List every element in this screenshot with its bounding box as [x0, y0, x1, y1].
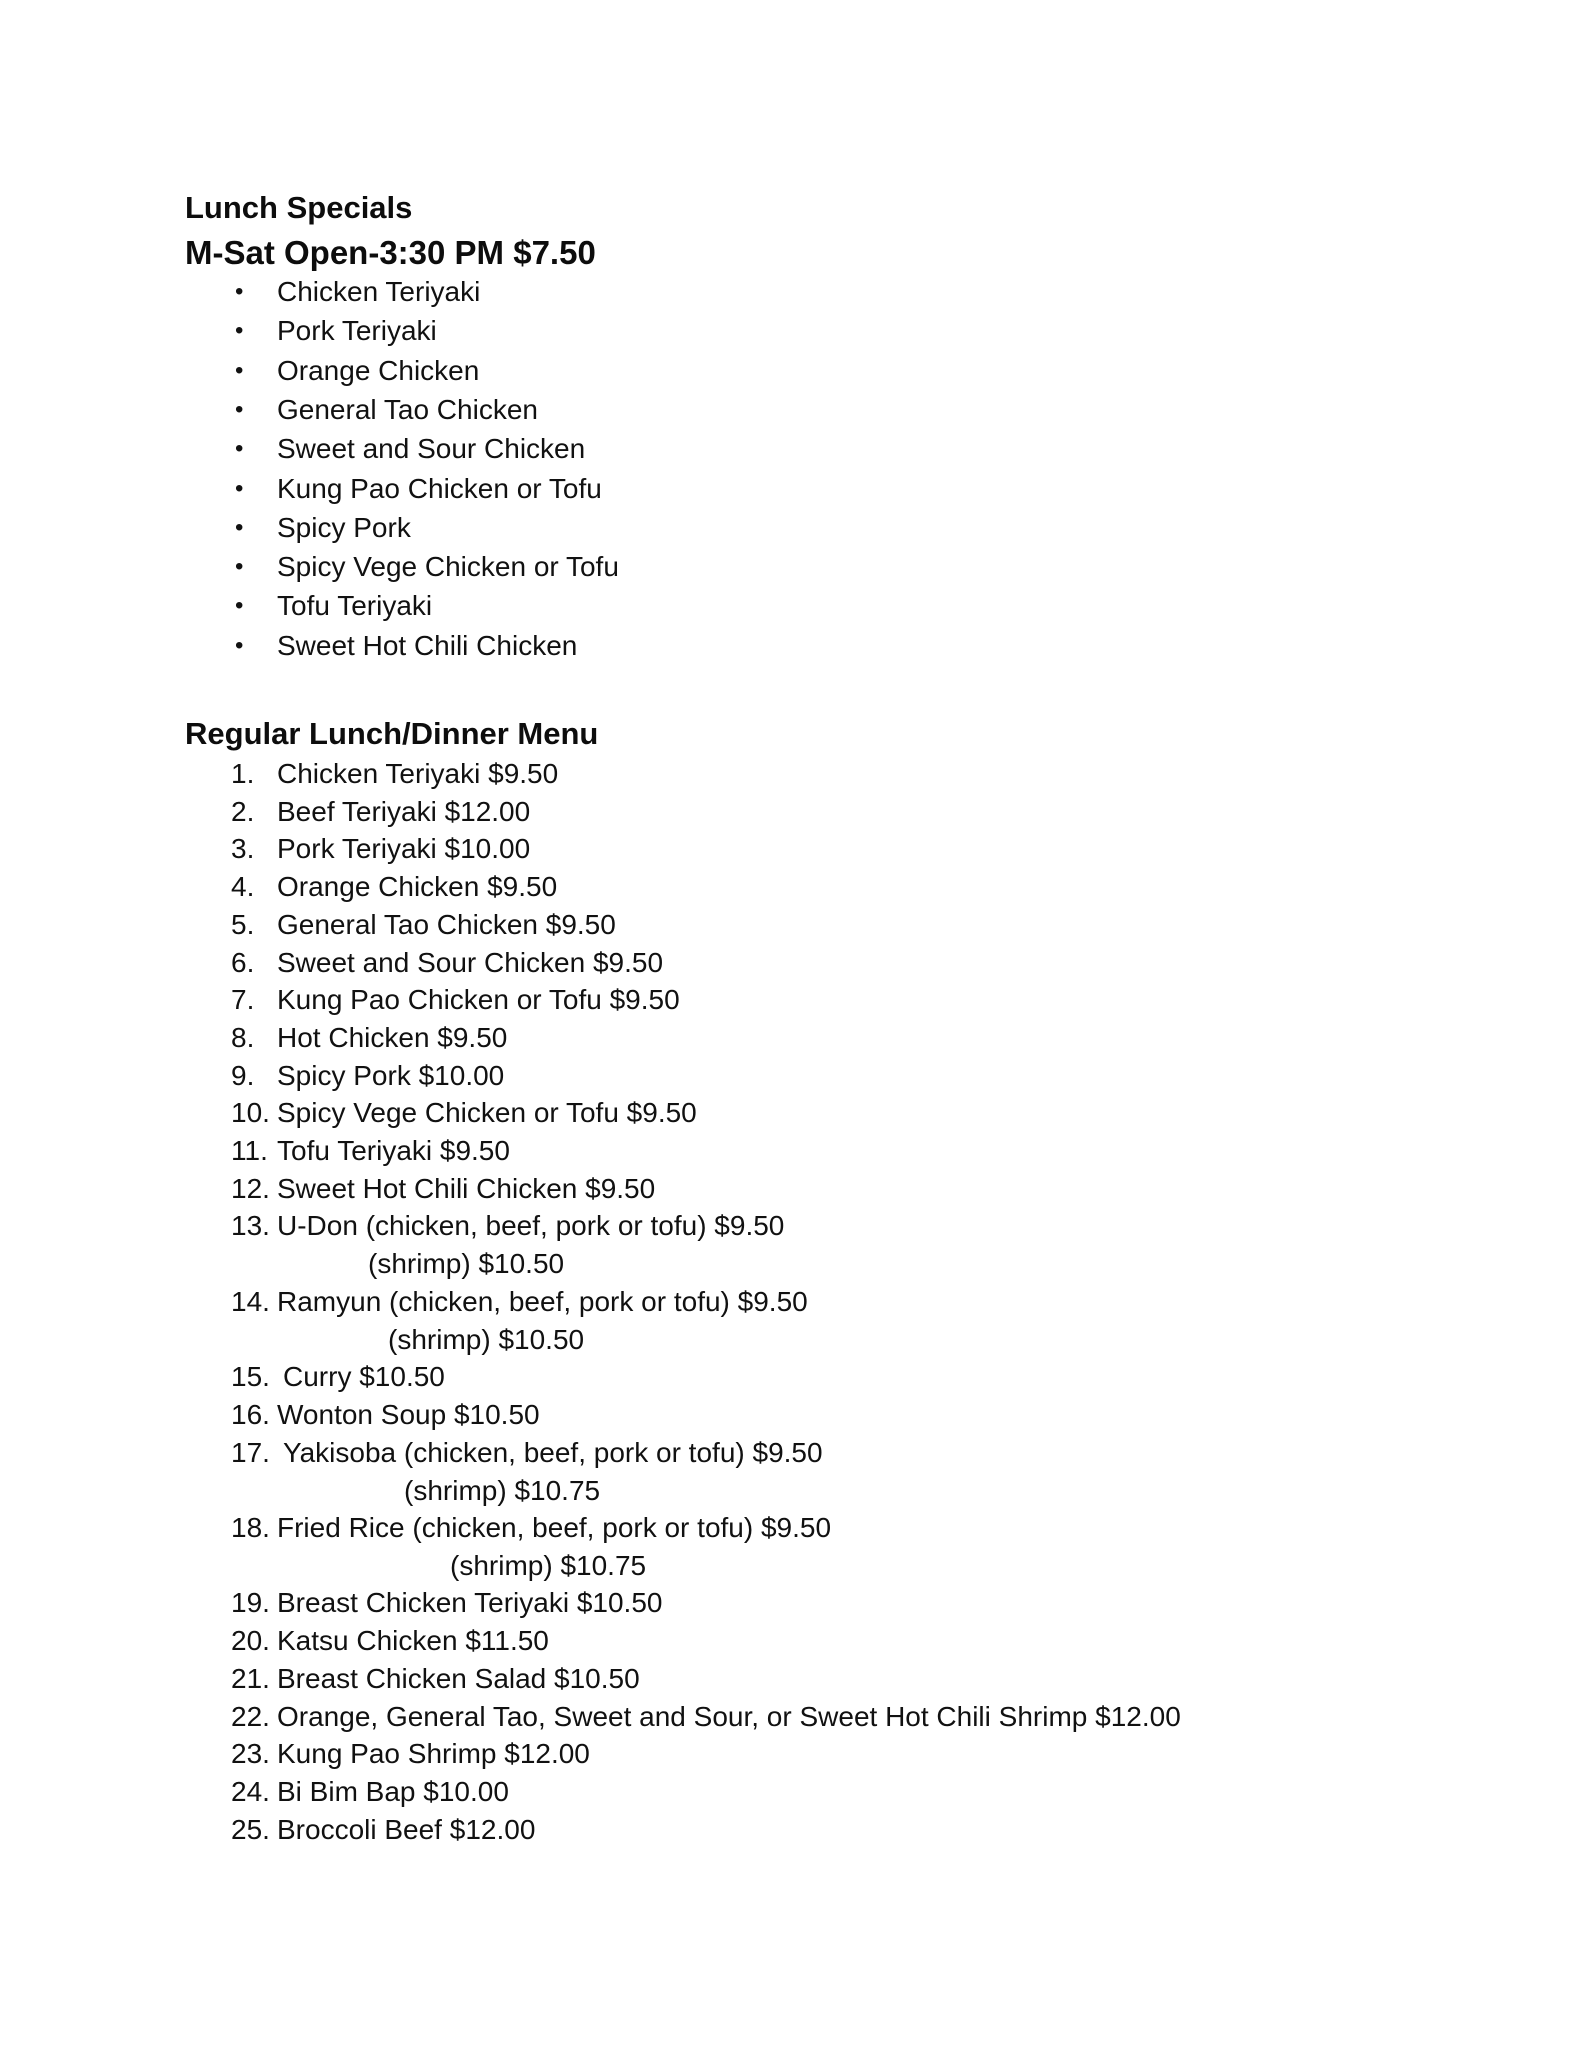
bullet-icon: •: [235, 278, 244, 305]
menu-item-text: Spicy Vege Chicken or Tofu $9.50: [277, 1097, 697, 1128]
menu-item-shrimp-price: (shrimp) $10.75: [450, 1550, 647, 1581]
menu-item-text: Katsu Chicken $11.50: [277, 1625, 549, 1656]
bullet-icon: •: [235, 317, 244, 344]
menu-item-text: Hot Chicken $9.50: [277, 1022, 508, 1053]
bullet-icon: •: [235, 435, 244, 462]
menu-item-number: 22.: [231, 1701, 270, 1732]
lunch-special-label: Orange Chicken: [277, 355, 480, 386]
lunch-specials-heading: Lunch Specials: [185, 190, 413, 225]
menu-item-number: 1.: [231, 758, 255, 789]
menu-item-text: Beef Teriyaki $12.00: [277, 796, 531, 827]
menu-item-text: Bi Bim Bap $10.00: [277, 1776, 509, 1807]
menu-item-text: Yakisoba (chicken, beef, pork or tofu) $9.50: [283, 1437, 823, 1468]
menu-item-text: Kung Pao Chicken or Tofu $9.50: [277, 984, 680, 1015]
menu-item-number: 16.: [231, 1399, 270, 1430]
menu-item-text: Sweet and Sour Chicken $9.50: [277, 947, 664, 978]
menu-item-text: Fried Rice (chicken, beef, pork or tofu) $9.50: [277, 1512, 832, 1543]
lunch-special-label: Sweet Hot Chili Chicken: [277, 630, 578, 661]
menu-item-number: 3.: [231, 833, 255, 864]
menu-item-number: 11.: [231, 1135, 268, 1166]
menu-item-text: Chicken Teriyaki $9.50: [277, 758, 559, 789]
menu-item-number: 9.: [231, 1060, 255, 1091]
lunch-special-label: Chicken Teriyaki: [277, 276, 481, 307]
bullet-icon: •: [235, 357, 244, 384]
menu-item-text: Pork Teriyaki $10.00: [277, 833, 531, 864]
lunch-special-label: Pork Teriyaki: [277, 315, 437, 346]
regular-menu-heading: Regular Lunch/Dinner Menu: [185, 716, 599, 751]
menu-item-text: Breast Chicken Salad $10.50: [277, 1663, 640, 1694]
menu-item-text: Spicy Pork $10.00: [277, 1060, 505, 1091]
lunch-special-label: Spicy Pork: [277, 512, 411, 543]
bullet-icon: •: [235, 553, 244, 580]
menu-item-text: Kung Pao Shrimp $12.00: [277, 1738, 590, 1769]
menu-item-text: Orange, General Tao, Sweet and Sour, or Sweet Hot Chili Shrimp $12.00: [277, 1701, 1181, 1732]
menu-item-number: 10.: [231, 1097, 270, 1128]
menu-item-text: Orange Chicken $9.50: [277, 871, 558, 902]
menu-item-text: Breast Chicken Teriyaki $10.50: [277, 1587, 663, 1618]
lunch-special-label: Sweet and Sour Chicken: [277, 433, 586, 464]
bullet-icon: •: [235, 396, 244, 423]
menu-item-number: 6.: [231, 947, 255, 978]
menu-item-number: 24.: [231, 1776, 270, 1807]
menu-item-number: 2.: [231, 796, 255, 827]
menu-item-text: Broccoli Beef $12.00: [277, 1814, 536, 1845]
menu-item-text: Curry $10.50: [283, 1361, 445, 1392]
menu-item-number: 13.: [231, 1210, 270, 1241]
menu-item-number: 12.: [231, 1173, 270, 1204]
bullet-icon: •: [235, 514, 244, 541]
lunch-special-label: General Tao Chicken: [277, 394, 538, 425]
menu-item-number: 20.: [231, 1625, 270, 1656]
menu-item-text: Ramyun (chicken, beef, pork or tofu) $9.50: [277, 1286, 808, 1317]
menu-item-number: 21.: [231, 1663, 270, 1694]
lunch-specials-hours-price: M-Sat Open-3:30 PM $7.50: [185, 234, 596, 271]
lunch-special-label: Spicy Vege Chicken or Tofu: [277, 551, 619, 582]
menu-item-number: 23.: [231, 1738, 270, 1769]
menu-item-text: Tofu Teriyaki $9.50: [277, 1135, 510, 1166]
menu-item-number: 5.: [231, 909, 255, 940]
menu-item-shrimp-price: (shrimp) $10.50: [368, 1248, 565, 1279]
menu-item-number: 15.: [231, 1361, 270, 1392]
lunch-special-label: Kung Pao Chicken or Tofu: [277, 473, 602, 504]
menu-item-text: General Tao Chicken $9.50: [277, 909, 616, 940]
menu-item-text: Sweet Hot Chili Chicken $9.50: [277, 1173, 656, 1204]
menu-item-number: 18.: [231, 1512, 270, 1543]
menu-item-shrimp-price: (shrimp) $10.50: [388, 1324, 585, 1355]
menu-item-number: 14.: [231, 1286, 270, 1317]
bullet-icon: •: [235, 592, 244, 619]
menu-item-text: Wonton Soup $10.50: [277, 1399, 540, 1430]
bullet-icon: •: [235, 632, 244, 659]
menu-item-number: 17.: [231, 1437, 270, 1468]
lunch-special-label: Tofu Teriyaki: [277, 590, 433, 621]
menu-item-number: 25.: [231, 1814, 270, 1845]
menu-item-number: 4.: [231, 871, 255, 902]
menu-item-number: 7.: [231, 984, 255, 1015]
menu-item-number: 8.: [231, 1022, 255, 1053]
bullet-icon: •: [235, 475, 244, 502]
menu-item-number: 19.: [231, 1587, 270, 1618]
menu-item-shrimp-price: (shrimp) $10.75: [404, 1475, 601, 1506]
menu-item-text: U-Don (chicken, beef, pork or tofu) $9.50: [277, 1210, 785, 1241]
